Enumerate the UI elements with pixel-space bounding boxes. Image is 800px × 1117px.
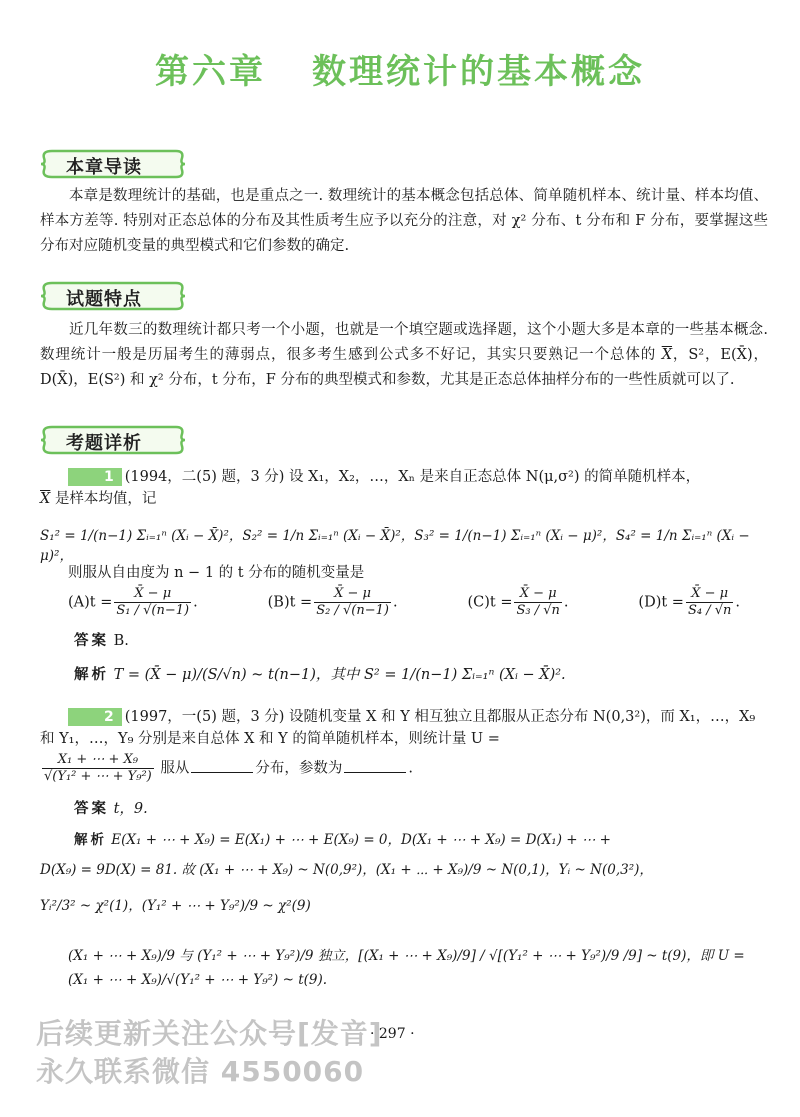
option-b: (B)t = $\frac{X̄ - \mu}{\text{S₂ / √(n−1)}}$ . <box>267 586 398 618</box>
section-banner-features <box>38 280 188 312</box>
q2-stem-b: 服从 <box>160 760 190 777</box>
q2-answer <box>40 798 768 820</box>
q1-analysis-text: T = (X̄ − μ)/(S/√n) ~ t(n−1)，其中 S² = 1/(n−1) Σᵢ₌₁ⁿ (Xᵢ − X̄)². <box>113 667 566 683</box>
section-label: 试题特点 <box>66 289 142 310</box>
chapter-title <box>0 44 800 93</box>
analysis-label: 解析 <box>74 832 107 848</box>
q2-answer-value: t，9. <box>113 801 148 817</box>
q2-u-fraction: $\frac{\text{X₁ + ⋯ + X₉}}{\text{√(Y₁² + ⋯ + Y₉²)}}$ <box>44 752 152 784</box>
chapter-number: 第六章 <box>155 52 266 92</box>
q2-statistic: $\frac{\text{X₁ + ⋯ + X₉}}{\text{√(Y₁² + ⋯ + Y₉²)}}$ 服从 分布，参数为 . <box>44 752 413 784</box>
q1-s-defs: S₁² = 1/(n−1) Σᵢ₌₁ⁿ (Xᵢ − X̄)²，S₂² = 1/n Σᵢ₌₁ⁿ (Xᵢ − X̄)²，S₃² = 1/(n−1) Σᵢ₌₁ⁿ (Xᵢ − μ)²，S₄² = 1/n Σᵢ₌₁ⁿ (Xᵢ − μ)²， <box>40 528 750 564</box>
option-c: (C)t = $\frac{X̄ - \mu}{\text{S₃ / √n}}$ . <box>467 586 569 618</box>
q1-options <box>40 586 768 619</box>
answer-blank <box>344 772 406 773</box>
q2-line2: D(X₉) = 9D(X) = 81. 故 (X₁ + ⋯ + X₉) ~ N(0,9²)，(X₁ + ⋯ + X₉)/9 ~ N(0,1)，Yᵢ ~ N(0,3²)， <box>40 862 653 878</box>
q1-stem-b: 是样本均值，记 <box>54 491 157 507</box>
guide-text: 本章是数理统计的基础，也是重点之一. 数理统计的基本概念包括总体、简单随机样本、统计量、样本均值、样本方差等. 特别对正态总体的分布及其性质考生应予以充分的注意，对 χ² 分布、t 分布和 F 分布，要掌握这些分布对应随机变量的典型模式和它们参数的确定. <box>40 188 768 254</box>
q2-stem-c: 分布，参数为 <box>255 760 343 777</box>
section-label: 考题详析 <box>66 433 142 454</box>
q2-stem-a: (1997，一(5) 题，3 分) 设随机变量 X 和 Y 相互独立且都服从正态分布 N(0,3²)，而 X₁，…，X₉ 和 Y₁，…，Y₉ 分别是来自总体 X 和 Y 的简单随机样本，则统计量 U = <box>40 709 756 747</box>
chapter-name: 数理统计的基本概念 <box>312 52 645 92</box>
question-number-badge: 2 <box>68 708 122 726</box>
features-text-a: 近几年数三的数理统计都只考一个小题，也就是一个填空题或选择题，这个小题大多是本章的一些基本概念. 数理统计一般是历届考生的薄弱点，很多考生感到公式多不好记，其实只要熟记一个总体的 <box>40 322 768 363</box>
features-paragraph <box>40 318 768 393</box>
guide-paragraph <box>40 184 768 259</box>
q1-analysis <box>40 664 768 686</box>
q1-answer <box>40 630 768 652</box>
q2-line1: E(X₁ + ⋯ + X₉) = E(X₁) + ⋯ + E(X₉) = 0，D(X₁ + ⋯ + X₉) = D(X₁) + ⋯ + <box>111 832 611 848</box>
q2-line3: Yᵢ²/3² ~ χ²(1)，(Y₁² + ⋯ + Y₉²)/9 ~ χ²(9) <box>40 898 311 914</box>
features-text-b: ，S²，E(X̄)，D(X̄)，E(S²) 和 χ² 分布，t 分布，F 分布的典型模式和参数，尤其是正态总体抽样分布的一些性质就可以了. <box>40 347 769 388</box>
section-label: 本章导读 <box>66 157 142 178</box>
analysis-label: 解析 <box>74 667 109 683</box>
q1-statistics-definitions <box>40 526 768 566</box>
q1-xbar: $\overline{X}$ <box>40 491 51 507</box>
answer-blank <box>191 772 253 773</box>
q1-ask-text: 则服从自由度为 n − 1 的 t 分布的随机变量是 <box>68 565 365 581</box>
question-number-badge: 1 <box>68 468 122 486</box>
q2-line4: (X₁ + ⋯ + X₉)/9 与 (Y₁² + ⋯ + Y₉²)/9 独立，[(X₁ + ⋯ + X₉)/9] / √[(Y₁² + ⋯ + Y₉²)/9 /9] ~ t(9)，即 U = (X₁ + ⋯ + X₉)/√(Y₁² + ⋯ + Y₉²) ~ t(9). <box>68 948 745 988</box>
q1-stem-a: (1994，二(5) 题，3 分) 设 X₁，X₂，…，Xₙ 是来自正态总体 N(μ,σ²) 的简单随机样本， <box>124 469 701 485</box>
watermark-line-2: 永久联系微信 4550060 <box>36 1055 365 1088</box>
question-1 <box>40 466 768 510</box>
q1-answer-value: B. <box>113 633 129 649</box>
option-a: (A)t = $\frac{X̄ - \mu}{\text{S₁ / √(n−1)}}$ . <box>68 586 198 618</box>
option-d: (D)t = $\frac{X̄ - \mu}{\text{S₄ / √n}}$ . <box>638 586 740 618</box>
watermark-line-1: 后续更新关注公众号[发音] <box>36 1017 383 1050</box>
section-banner-details <box>38 424 188 456</box>
section-banner-guide <box>38 148 188 180</box>
features-xbar: $\overline{X}$ <box>661 347 673 363</box>
answer-label: 答案 <box>74 633 109 649</box>
page-number: · 297 · <box>370 1026 415 1042</box>
q2-analysis <box>40 828 768 992</box>
q1-ask <box>40 562 768 584</box>
question-2 <box>40 706 768 750</box>
answer-label: 答案 <box>74 801 109 817</box>
